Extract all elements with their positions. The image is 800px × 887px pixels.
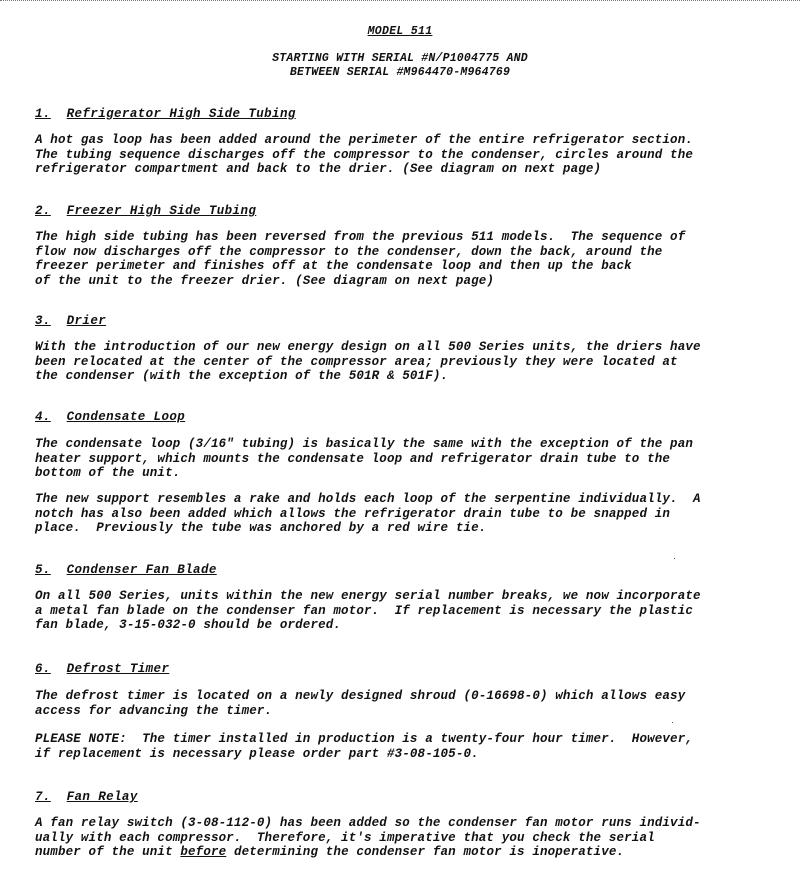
section-number: 4. xyxy=(35,410,51,424)
section-number: 6. xyxy=(35,662,51,676)
text-line: The defrost timer is located on a newly designed shroud (0-16698-0) which allows easy xyxy=(35,689,686,703)
section-2-heading xyxy=(35,204,256,218)
section-title: Freezer High Side Tubing xyxy=(66,204,257,218)
text-line: A fan relay switch (3-08-112-0) has been added so the condenser fan motor runs individ- xyxy=(35,816,701,830)
text-line: been relocated at the center of the compressor area; previously they were located at xyxy=(35,354,678,369)
section-4-paragraph-1 xyxy=(35,437,775,481)
section-2-paragraph xyxy=(35,230,775,288)
section-6-paragraph-2 xyxy=(35,732,775,761)
section-5-heading xyxy=(35,563,217,577)
section-7-heading xyxy=(35,790,138,804)
text-line: The condensate loop (3/16" tubing) is basically the same with the exception of the pan xyxy=(35,437,694,451)
text-line: With the introduction of our new energy design on all 500 Series units, the driers have xyxy=(35,340,701,354)
text-line: heater support, which mounts the condensate loop and refrigerator drain tube to the xyxy=(35,451,671,466)
text-line: place. Previously the tube was anchored by a red wire tie. xyxy=(35,521,487,536)
section-6-paragraph-1 xyxy=(35,689,775,718)
scan-speck xyxy=(672,722,673,723)
section-4-paragraph-2 xyxy=(35,492,775,536)
text-line: ually with each compressor. Therefore, it's imperative that you check the serial xyxy=(35,830,655,845)
model-title: MODEL 511 xyxy=(367,25,433,38)
section-1-paragraph xyxy=(35,133,775,177)
serial-range-line-2: BETWEEN SERIAL #M964470-M964769 xyxy=(289,66,511,79)
serial-range-line-1: STARTING WITH SERIAL #N/P1004775 AND xyxy=(272,52,528,65)
section-6-heading xyxy=(35,662,169,676)
text-line-last xyxy=(35,845,775,860)
section-3-heading xyxy=(35,314,106,328)
section-title: Condenser Fan Blade xyxy=(66,563,217,577)
section-title: Defrost Timer xyxy=(66,662,170,676)
section-number: 3. xyxy=(35,314,51,328)
text-line: The new support resembles a rake and holds each loop of the serpentine individually. A xyxy=(35,492,701,506)
section-5-paragraph xyxy=(35,589,775,633)
text-line: A hot gas loop has been added around the perimeter of the entire refrigerator section. xyxy=(35,133,694,147)
emphasized-word: before xyxy=(180,845,227,860)
section-3-paragraph xyxy=(35,340,775,384)
text-line: freezer perimeter and finishes off at the condensate loop and then up the back xyxy=(35,259,632,274)
last-line-end: determining the condenser fan motor is inoperative. xyxy=(226,845,625,860)
text-line: The high side tubing has been reversed from the previous 511 models. The sequence of xyxy=(35,230,686,244)
text-line: refrigerator compartment and back to the drier. (See diagram on next page) xyxy=(35,162,602,177)
text-line: fan blade, 3-15-032-0 should be ordered. xyxy=(35,618,342,633)
section-number: 7. xyxy=(35,790,51,804)
section-title: Fan Relay xyxy=(66,790,138,804)
section-4-heading xyxy=(35,410,185,424)
section-title: Drier xyxy=(66,314,107,328)
text-line: PLEASE NOTE: The timer installed in production is a twenty-four hour timer. However, xyxy=(35,732,694,746)
section-number: 5. xyxy=(35,563,51,577)
section-1-heading xyxy=(35,107,296,121)
text-line: flow now discharges off the compressor to the condenser, down the back, around the xyxy=(35,244,663,259)
text-line: access for advancing the timer. xyxy=(35,703,273,718)
section-number: 1. xyxy=(35,107,51,121)
scan-speck xyxy=(674,558,675,559)
section-title: Condensate Loop xyxy=(66,410,186,424)
text-line: the condenser (with the exception of the 501R & 501F). xyxy=(35,369,449,384)
text-line: The tubing sequence discharges off the compressor to the condenser, circles around the xyxy=(35,147,694,162)
text-line: a metal fan blade on the condenser fan motor. If replacement is necessary the plastic xyxy=(35,603,694,618)
text-line: if replacement is necessary please order part #3-08-105-0. xyxy=(35,746,479,761)
text-line: notch has also been added which allows the refrigerator drain tube to be snapped in xyxy=(35,506,671,521)
text-line: bottom of the unit. xyxy=(35,466,181,481)
last-line-start: number of the unit xyxy=(35,845,181,860)
text-line: On all 500 Series, units within the new energy serial number breaks, we now incorporate xyxy=(35,589,701,603)
section-7-paragraph xyxy=(35,816,775,860)
text-line: of the unit to the freezer drier. (See diagram on next page) xyxy=(35,273,495,288)
section-number: 2. xyxy=(35,204,51,218)
section-title: Refrigerator High Side Tubing xyxy=(66,107,296,121)
page-top-edge xyxy=(0,0,800,1)
